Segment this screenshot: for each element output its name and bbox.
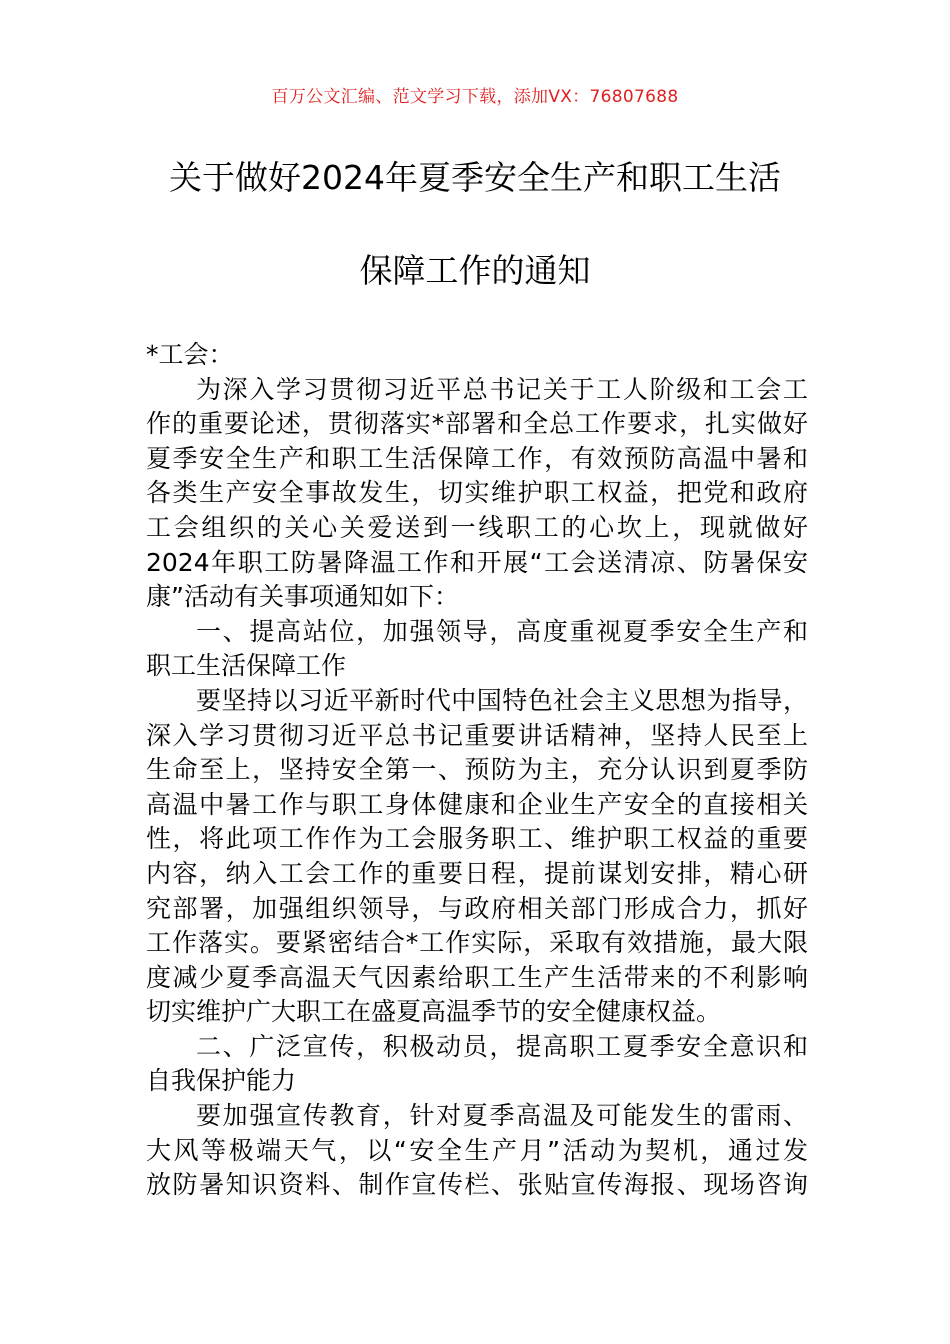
- body-line: 内容，纳入工会工作的重要日程，提前谋划安排，精心研: [146, 858, 808, 888]
- body-line: 要坚持以习近平新时代中国特色社会主义思想为指导，: [196, 685, 808, 715]
- body-line: 为深入学习贯彻习近平总书记关于工人阶级和工会工: [196, 374, 808, 404]
- body-line: 深入学习贯彻习近平总书记重要讲话精神，坚持人民至上: [146, 720, 808, 750]
- document-body: [146, 338, 808, 1203]
- body-text-lines: [146, 373, 808, 1203]
- body-line: 一、提高站位，加强领导，高度重视夏季安全生产和: [196, 616, 808, 646]
- body-line: 性，将此项工作作为工会服务职工、维护职工权益的重要: [146, 824, 808, 854]
- body-line: 职工生活保障工作: [146, 651, 347, 681]
- body-line: 工作落实。要紧密结合*工作实际，采取有效措施，最大限: [146, 928, 808, 958]
- document-title-line-1: 关于做好2024年夏季安全生产和职工生活: [169, 158, 781, 197]
- header-watermark-banner: 百万公文汇编、范文学习下载，添加VX：76807688: [271, 87, 679, 107]
- body-line: 2024年职工防暑降温工作和开展“工会送清凉、防暑保安: [146, 547, 808, 577]
- body-line: 度减少夏季高温天气因素给职工生产生活带来的不利影响: [146, 962, 808, 992]
- body-line: 生命至上，坚持安全第一、预防为主，充分认识到夏季防: [146, 755, 808, 785]
- salutation: *工会：: [146, 340, 234, 369]
- body-line: 工会组织的关心关爱送到一线职工的心坎上，现就做好: [146, 512, 808, 542]
- body-line: 二、广泛宣传，积极动员，提高职工夏季安全意识和: [196, 1031, 808, 1061]
- body-line: 切实维护广大职工在盛夏高温季节的安全健康权益。: [146, 997, 722, 1027]
- document-title-line-2: 保障工作的通知: [359, 251, 591, 290]
- body-line: 自我保护能力: [146, 1066, 297, 1096]
- body-line: 大风等极端天气，以“安全生产月”活动为契机，通过发: [146, 1135, 808, 1165]
- body-line: 要加强宣传教育，针对夏季高温及可能发生的雷雨、: [196, 1101, 808, 1131]
- body-line: 康”活动有关事项通知如下：: [146, 582, 459, 612]
- body-line: 究部署，加强组织领导，与政府相关部门形成合力，抓好: [146, 893, 808, 923]
- body-line: 放防暑知识资料、制作宣传栏、张贴宣传海报、现场咨询: [146, 1170, 808, 1200]
- body-line: 作的重要论述，贯彻落实*部署和全总工作要求，扎实做好: [146, 409, 808, 439]
- body-line: 高温中暑工作与职工身体健康和企业生产安全的直接相关: [146, 789, 808, 819]
- body-line: 夏季安全生产和职工生活保障工作，有效预防高温中暑和: [146, 443, 808, 473]
- body-line: 各类生产安全事故发生，切实维护职工权益，把党和政府: [146, 478, 808, 508]
